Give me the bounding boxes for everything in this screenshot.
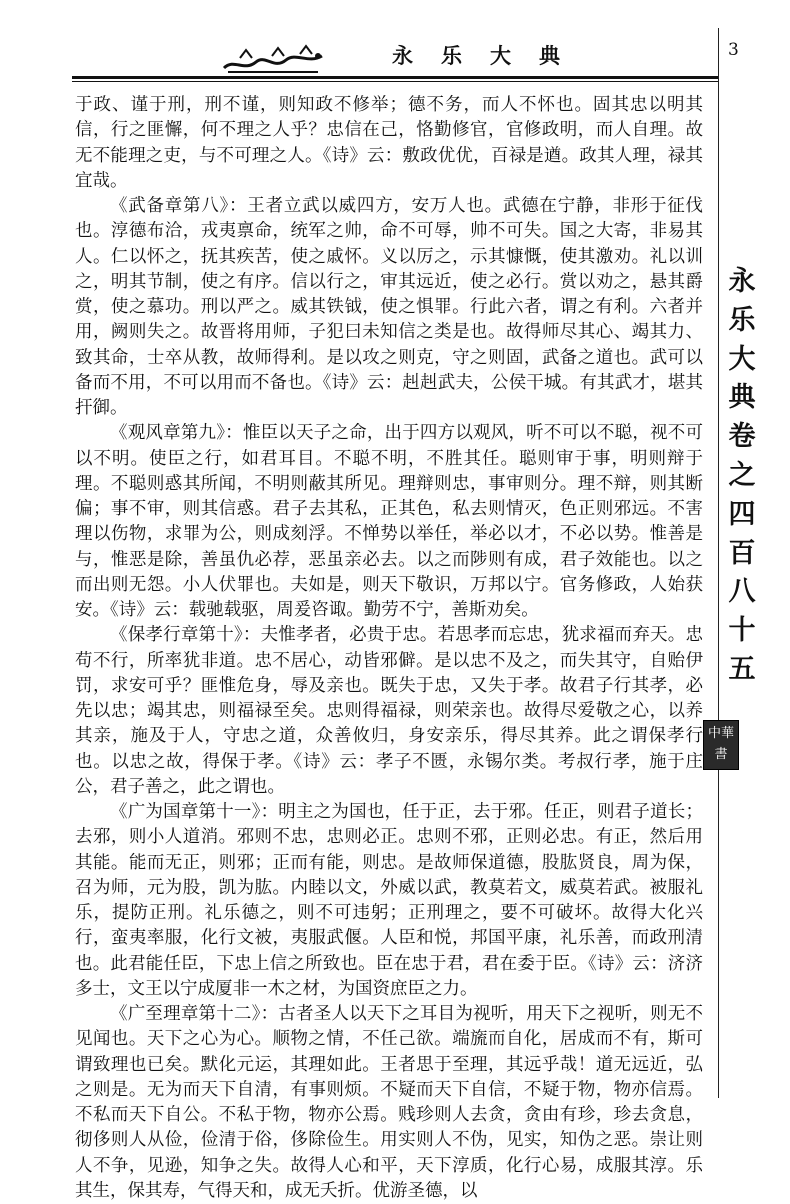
paragraph: 《保孝行章第十》：夫惟孝者，必贵于忠。若思孝而忘忠，犹求福而弃天。忠苟不行，所率犹非道。忠不居心，动皆邪僻。是以忠不及之，而失其守，自贻伊罚，求安可乎？匪惟危身，辱及亲也。既失于忠，又失于孝。故君子行其孝，必先以忠；竭其忠，则福禄至矣。忠则得福禄，则荣亲也。故得尽爱敬之心，以养其亲，施及于人，守忠之道，众善攸归，身安亲乐，得尽其养。此之谓保孝行也。以忠之故，得保于孝。《诗》云：孝子不匮，永锡尔类。考叔行孝，施于庄公，君子善之，此之谓也。: [75, 625, 703, 797]
seal-text: 中華書: [707, 726, 734, 762]
paragraph: 《观风章第九》：惟臣以天子之命，出于四方以观风，听不可以不聪，视不可以不明。使臣之行，如君耳目。不聪不明，不胜其任。聪则审于事，明则辩于理。不聪则惑其所闻，不明则蔽其所见。理辩则忠，事审则分。理不辩，则其断偏；事不审，则其信惑。君子去其私，正其色，私去则情灭，色正则邪远。不害理以伤物，求罪为公，则成刻浮。不惮势以举任，举必以才，不必以势。惟善是与，惟恶是除，善虽仇必荐，恶虽亲必去。以之而陟则有成，君子效能也。以之而出则无怨。小人伏罪也。夫如是，则天下敬识，万邦以宁。官务修政，人始获安。《诗》云：载驰载驱，周爰咨诹。勤劳不宁，善斯劝矣。: [75, 423, 703, 620]
book-title: 永乐大典: [392, 43, 588, 68]
dragon-logo-icon: [222, 44, 326, 76]
paragraph: 《广至理章第十二》：古者圣人以天下之耳目为视听，用天下之视听，则无不见闻也。天下之心为心。顺物之情，不任己欲。端旒而自化，居成而不有，斯可谓致理也已矣。默化元运，其理如此。王者思于至理，其远乎哉！道无远近，弘之则是。无为而天下自清，有事则烦。不疑而天下自信，不疑于物，物亦信焉。不私而天下自公。不私于物，物亦公焉。贱珍则人去贪，贪由有珍，珍去贪息，彻侈则人从俭，俭清于俗，侈除俭生。用实则人不伪，见实，知伪之恶。崇让则人不争，见逊，知争之失。故得人心和平，天下淳质，化行心易，成服其淳。乐其生，保其寿，气得天和，成无夭折。优游圣德，以: [75, 1004, 703, 1201]
page-number: 3: [728, 40, 739, 60]
margin-divider: [718, 28, 719, 1098]
paragraph: 《武备章第八》：王者立武以威四方，安万人也。武德在宁静，非形于征伐也。淳德布洽，戎夷禀命，统军之帅，命不可辱，帅不可失。国之大寄，非易其人。仁以怀之，抚其疾苦，使之戚怀。义以厉之，示其慷慨，使其激劝。礼以训之，明其节制，使之有序。信以行之，审其远近，使之必行。赏以劝之，悬其爵赏，使之慕功。刑以严之。威其铁钺，使之惧罪。行此六者，谓之有利。六者并用，阙则失之。故晋将用师，子犯曰未知信之类是也。故得师尽其心、竭其力、致其命，士卒从教，故师得利。是以攻之则克，守之则固，武备之道也。武可以备而不用，不可以用而不备也。《诗》云：赳赳武夫，公侯干城。有其武才，堪其扞御。: [75, 196, 703, 418]
header-rule: [72, 76, 718, 79]
publisher-seal: [703, 720, 739, 770]
paragraph: 《广为国章第十一》：明主之为国也，任于正，去于邪。任正，则君子道长；去邪，则小人道消。邪则不忠，忠则必正。忠则不邪，正则必忠。有正，然后用其能。能而无正，则邪；正而有能，则忠。是故师保道德，股肱贤良，周为保，召为师，元为股，凯为肱。内睦以文，外威以武，教莫若文，威莫若武。被服礼乐，提防正刑。礼乐德之，则不可违躬；正刑理之，要不可破坏。故得大化兴行，蛮夷率服，化行文被，夷服武偃。人臣和悦，邦国平康，礼乐善，而政刑清也。此君能任臣，下忠上信之所致也。臣在忠于君，君在委于臣。《诗》云：济济多士，文王以宁成厦非一木之材，为国资庶臣之力。: [75, 802, 703, 999]
page-header: [0, 0, 790, 95]
paragraph: 于政、谨于刑，刑不谨，则知政不修举；德不务，而人不怀也。固其忠以明其信，行之匪懈，何不理之人乎？忠信在己，恪勤修官，官修政明，而人自理。故无不能理之吏，与不可理之人。《诗》云：敷政优优，百禄是遒。政其人理，禄其宜哉。: [75, 95, 703, 191]
main-text: [75, 93, 703, 1204]
side-volume-title: 永乐大典卷之四百八十五: [728, 266, 756, 685]
header-rule-thin: [72, 81, 718, 82]
